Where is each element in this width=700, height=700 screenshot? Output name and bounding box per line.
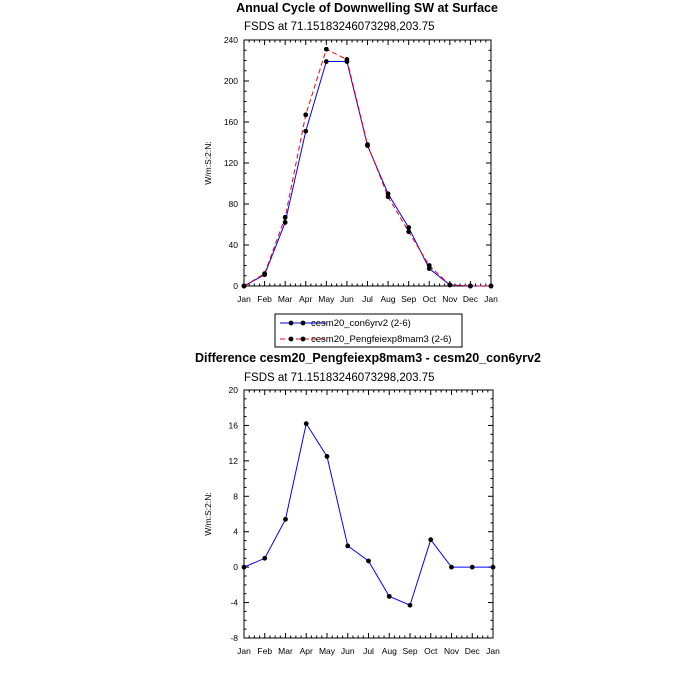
chart2-ytick-label: -8 <box>230 633 238 643</box>
chart2-series-1-point <box>262 556 267 561</box>
chart1-series-2-line <box>244 49 491 286</box>
chart2-ylabel: W/m:S:2:N: <box>203 492 213 536</box>
chart2-xtick-label: Feb <box>257 646 273 656</box>
chart1-series-1-line <box>244 62 491 286</box>
legend-marker-series-1 <box>289 321 294 326</box>
chart1-series-1-point <box>324 59 329 64</box>
chart1-xtick-label: Aug <box>380 294 396 304</box>
chart1-xtick-label: Jan <box>484 294 498 304</box>
chart2-series-1-line <box>244 424 493 606</box>
chart2-series-1-point <box>304 421 309 426</box>
chart1-ylabel: W/m:S:2:N: <box>203 141 213 185</box>
chart2-xtick-label: Jul <box>363 646 374 656</box>
chart1-frame <box>244 40 491 286</box>
chart2-xtick-label: Jun <box>340 646 355 656</box>
chart1-series-2-point <box>406 229 411 234</box>
chart2-xtick-label: Jan <box>486 646 500 656</box>
chart1-xtick-label: Jan <box>237 294 251 304</box>
chart1-series-2-point <box>386 194 391 199</box>
chart1-title: Annual Cycle of Downwelling SW at Surface <box>236 1 498 15</box>
chart2-ytick-label: -4 <box>230 597 238 608</box>
chart2-series-1-point <box>366 559 371 564</box>
chart2-series-1-point <box>283 517 288 522</box>
chart2-series-1-point <box>449 565 454 570</box>
chart1-ytick-label: 240 <box>223 35 238 45</box>
chart1-xtick-label: Feb <box>257 294 272 304</box>
chart2-series-1-point <box>428 537 433 542</box>
chart2-xtick-label: Sep <box>402 646 418 656</box>
chart2-series-1-point <box>345 543 350 548</box>
chart1-xtick-label: Nov <box>442 294 458 304</box>
chart1-series-2-point <box>242 284 247 289</box>
chart1-ytick-label: 200 <box>223 76 238 86</box>
chart1-series-1-point <box>406 225 411 230</box>
legend-label-series-1: cesm20_con6yrv2 (2-6) <box>311 318 411 329</box>
chart2-ytick-label: 12 <box>228 455 238 466</box>
chart2-xtick-label: Mar <box>278 646 293 656</box>
chart1-ytick-label: 40 <box>228 240 238 250</box>
chart1-subtitle: FSDS at 71.15183246073298,203.75 <box>244 21 435 33</box>
chart1-series-2-point <box>303 112 308 117</box>
chart2-series-1-point <box>242 565 247 570</box>
chart1-series-2-point <box>489 284 494 289</box>
chart1-series-2-point <box>427 263 432 268</box>
chart1-xtick-label: Apr <box>299 294 313 304</box>
chart1-series-2-point <box>345 57 350 62</box>
chart2-xtick-label: Apr <box>299 646 313 656</box>
chart1-series-2-point <box>468 284 473 289</box>
chart2-series-1-point <box>387 594 392 599</box>
chart2-subtitle: FSDS at 71.15183246073298,203.75 <box>244 372 435 384</box>
chart1-ytick-label: 120 <box>223 158 238 168</box>
chart1-ytick-label: 160 <box>223 117 238 127</box>
chart2-xtick-label: Jan <box>237 646 251 656</box>
chart1-series-1-point <box>303 129 308 134</box>
legend-marker-series-1 <box>301 321 306 326</box>
chart2-series-1-point <box>408 603 413 608</box>
legend-marker-series-2 <box>289 337 294 342</box>
chart1-xtick-label: Sep <box>401 294 417 304</box>
chart1-xtick-label: May <box>318 294 335 304</box>
chart2-ytick-label: 16 <box>228 420 238 431</box>
chart1-xtick-label: Dec <box>462 294 478 304</box>
chart1-series-2-point <box>365 142 370 147</box>
legend-label-series-2: cesm20_Pengfeiexp8mam3 (2-6) <box>311 334 452 345</box>
chart2-ytick-label: 4 <box>233 526 238 537</box>
chart1-xtick-label: Jul <box>362 294 373 304</box>
chart1-xtick-label: Oct <box>422 294 436 304</box>
chart1-ytick-label: 0 <box>233 281 238 291</box>
legend-marker-series-2 <box>301 337 306 342</box>
chart2-series-1-point <box>491 565 496 570</box>
chart1-series-2-point <box>283 215 288 220</box>
chart1-series-2-point <box>447 283 452 288</box>
chart1-legend <box>275 314 462 347</box>
chart2-xtick-label: May <box>318 646 336 656</box>
chart2-frame <box>244 390 493 638</box>
chart1-xtick-label: Mar <box>277 294 293 304</box>
chart1-series-2-point <box>262 271 267 276</box>
chart2-xtick-label: Oct <box>424 646 438 656</box>
chart2-series-1-point <box>325 454 330 459</box>
chart1-series-2-point <box>324 47 329 52</box>
chart2-series-1-point <box>470 565 475 570</box>
chart2-xtick-label: Nov <box>443 646 460 656</box>
chart2-xtick-label: Aug <box>381 646 397 656</box>
chart2-ytick-label: 0 <box>233 562 238 573</box>
chart2-title: Difference cesm20_Pengfeiexp8mam3 - cesm20_con6yrv2 <box>194 351 542 365</box>
chart1-xtick-label: Jun <box>340 294 354 304</box>
chart2-xtick-label: Dec <box>464 646 480 656</box>
chart1-plot <box>224 35 498 304</box>
chart1-series-1-point <box>283 220 288 225</box>
chart2-ytick-label: 20 <box>228 385 238 395</box>
chart2-ytick-label: 8 <box>233 491 238 502</box>
chart1-ytick-label: 80 <box>228 199 238 209</box>
chart2-plot <box>229 385 501 656</box>
